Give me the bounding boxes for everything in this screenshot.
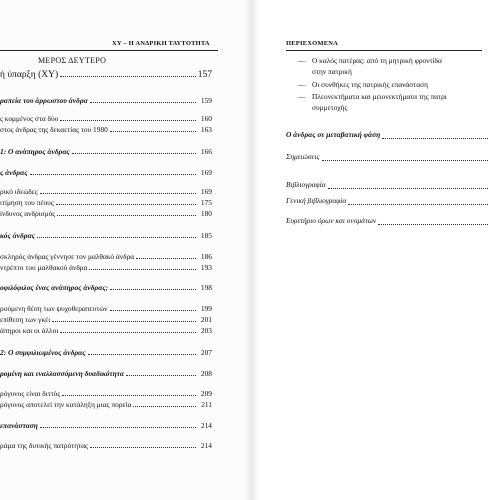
dot-leader xyxy=(40,426,196,428)
toc-entry-title: οφιλόφιλος ένας ανάπηρος άνδρας; xyxy=(0,283,109,292)
toc-entry-title: συμμετοχής xyxy=(312,103,348,112)
dot-leader xyxy=(52,320,196,322)
toc-entry xyxy=(0,283,212,292)
toc-entry-title: στος άνδρας της δεκαετίας του 1980 xyxy=(0,125,108,134)
dot-leader xyxy=(136,257,196,259)
toc-entry-title: κός άνδρας xyxy=(0,231,35,240)
toc-page-number: 211 xyxy=(201,400,212,409)
dot-leader xyxy=(348,204,488,205)
toc-page-number: 207 xyxy=(200,348,212,357)
toc-entry xyxy=(0,114,212,123)
toc-entry-title: ράμα της δυτικής πατρότητας xyxy=(0,441,88,450)
dot-leader xyxy=(40,192,196,194)
right-page xyxy=(258,0,500,500)
dot-leader xyxy=(126,374,196,376)
toc-entry-dash: — xyxy=(298,56,306,65)
toc-entry-title: Οι συνθήκες της πατρικής επανάσταση xyxy=(312,80,428,89)
toc-entry xyxy=(0,441,212,450)
toc-entry xyxy=(0,263,212,272)
toc-page-number: 208 xyxy=(200,369,212,378)
header-rule xyxy=(0,50,218,51)
dot-leader xyxy=(89,268,196,270)
toc-entry xyxy=(0,70,212,80)
toc-entry xyxy=(0,125,212,134)
toc-entry-title: Ευρετήριο όρων και ονομάτων xyxy=(286,216,377,225)
toc-entry-title: ιτίμηση του πέους xyxy=(0,198,54,207)
dot-leader xyxy=(60,75,196,77)
toc-entry xyxy=(0,147,212,156)
toc-entry-title: Ο άνδρας σε μεταβατική φάση xyxy=(286,130,381,139)
toc-entry xyxy=(286,196,498,209)
toc-entry xyxy=(286,130,498,143)
toc-entry xyxy=(286,216,498,229)
dot-leader xyxy=(110,309,197,311)
dot-leader xyxy=(60,331,196,333)
dot-leader xyxy=(382,138,488,139)
toc-entry-title: Γενική βιβλιογραφία xyxy=(286,196,347,205)
toc-entry xyxy=(0,198,212,207)
dot-leader xyxy=(110,130,196,132)
dot-leader xyxy=(110,288,196,290)
toc-page-number: 157 xyxy=(197,70,212,80)
toc-page-number: 198 xyxy=(200,283,212,292)
running-head: XY – Η ΑΝΔΡΙΚΗ ΤΑΥΤΟΤΗΤΑ xyxy=(112,40,210,47)
toc-page-number: 180 xyxy=(200,209,212,218)
toc-entry-title: άπηροι και οι άλλοι xyxy=(0,326,59,335)
toc-entry xyxy=(0,326,212,335)
toc-page-number: 160 xyxy=(200,114,212,123)
toc-entry xyxy=(286,152,498,165)
dot-leader xyxy=(62,394,196,396)
dot-leader xyxy=(88,353,196,355)
toc-entry-title: Πλεονεκτήματα και μειονεκτήματα της πατρι xyxy=(312,92,447,101)
toc-entry xyxy=(0,252,212,261)
toc-page-number: 163 xyxy=(200,125,212,134)
toc-page-number: 159 xyxy=(200,96,212,105)
toc-entry xyxy=(0,369,212,378)
dot-leader xyxy=(30,173,197,175)
toc-entry-title: ς άνδρας xyxy=(0,168,28,177)
toc-entry-title: Βιβλιογραφία xyxy=(286,180,326,189)
toc-entry-title: ραπεία του άρρωστου άνδρα xyxy=(0,96,88,105)
toc-page-number: 209 xyxy=(200,389,212,398)
toc-entry xyxy=(0,96,212,105)
toc-page-number: 169 xyxy=(200,168,212,177)
toc-page-number: 214 xyxy=(200,441,212,450)
toc-entry xyxy=(0,209,212,218)
toc-entry-title: ίνδυνος ανδρισμός xyxy=(0,209,56,218)
toc-entry xyxy=(0,421,212,430)
toc-entry-title: ντρέπτο του μαλθακού άνδρα xyxy=(0,263,88,272)
dot-leader xyxy=(37,236,196,238)
toc-entry-title: στην πατρική xyxy=(312,67,352,76)
dot-leader xyxy=(322,160,489,161)
toc-entry xyxy=(0,304,212,313)
toc-page-number: 175 xyxy=(200,198,212,207)
toc-entry-title: ή ύπαρξη (XY) xyxy=(0,70,59,80)
toc-entry xyxy=(0,168,212,177)
toc-entry-title: 1: Ο ανάπηρος άνδρας xyxy=(0,147,70,156)
toc-entry-title: Σημειώσεις xyxy=(286,152,320,161)
toc-entry-title: ρούμενη θέση των ψυχοθεραπευτών xyxy=(0,304,108,313)
toc-entry-title: επανάσταση xyxy=(0,421,38,430)
dot-leader xyxy=(90,101,196,103)
dot-leader xyxy=(57,214,196,216)
toc-entry xyxy=(0,187,212,196)
toc-entry xyxy=(298,92,498,116)
toc-entry-title: ρόγυνος είναι διττός xyxy=(0,389,61,398)
dot-leader xyxy=(328,188,488,189)
toc-entry-title: ρικό ιδεώδες xyxy=(0,187,38,196)
toc-page-number: 203 xyxy=(200,326,212,335)
toc-entry-dash: — xyxy=(298,80,306,89)
toc-page-number: 193 xyxy=(200,263,212,272)
dot-leader xyxy=(90,446,196,448)
toc-entry xyxy=(0,348,212,357)
toc-entry xyxy=(0,400,212,409)
part-title: ΜΕΡΟΣ ΔΕΥΤΕΡΟ xyxy=(38,56,107,65)
dot-leader xyxy=(56,203,196,205)
dot-leader xyxy=(72,152,196,154)
toc-page-number: 199 xyxy=(200,304,212,313)
toc-page-number: 201 xyxy=(200,315,212,324)
toc-entry-title: ρόγυνος αποτελεί την κατάληξη μιας πορεία xyxy=(0,400,132,409)
toc-entry-title: σκληρός άνδρας γέννησε τον μαλθακό άνδρα xyxy=(0,252,135,261)
running-head: ΠΕΡΙΕΧΟΜΕΝΑ xyxy=(286,40,339,47)
dot-leader xyxy=(378,224,488,225)
toc-entry-dash: — xyxy=(298,92,306,101)
dot-leader xyxy=(133,405,196,407)
toc-entry xyxy=(0,315,212,324)
toc-page-number: 166 xyxy=(200,147,212,156)
header-rule xyxy=(286,50,482,51)
toc-entry-title: επίθεση των γκέι xyxy=(0,315,51,324)
toc-entry xyxy=(298,56,498,80)
toc-page-number: 169 xyxy=(200,187,212,196)
toc-entry-title: ρομένη και εναλλασσόμενη δυαδικότητα xyxy=(0,369,124,378)
toc-entry-title: 2: Ο συμφιλιωμένος άνδρας xyxy=(0,348,86,357)
toc-page-number: 186 xyxy=(200,252,212,261)
toc-page-number: 214 xyxy=(200,421,212,430)
dot-leader xyxy=(60,119,196,121)
toc-entry-title: ς κομμένος στα δύο xyxy=(0,114,59,123)
toc-entry xyxy=(0,389,212,398)
toc-entry xyxy=(286,180,498,193)
toc-entry-title: Ο καλός πατέρας: από τη μητρική φροντίδα xyxy=(312,56,442,65)
toc-entry xyxy=(0,231,212,240)
toc-page-number: 185 xyxy=(200,231,212,240)
